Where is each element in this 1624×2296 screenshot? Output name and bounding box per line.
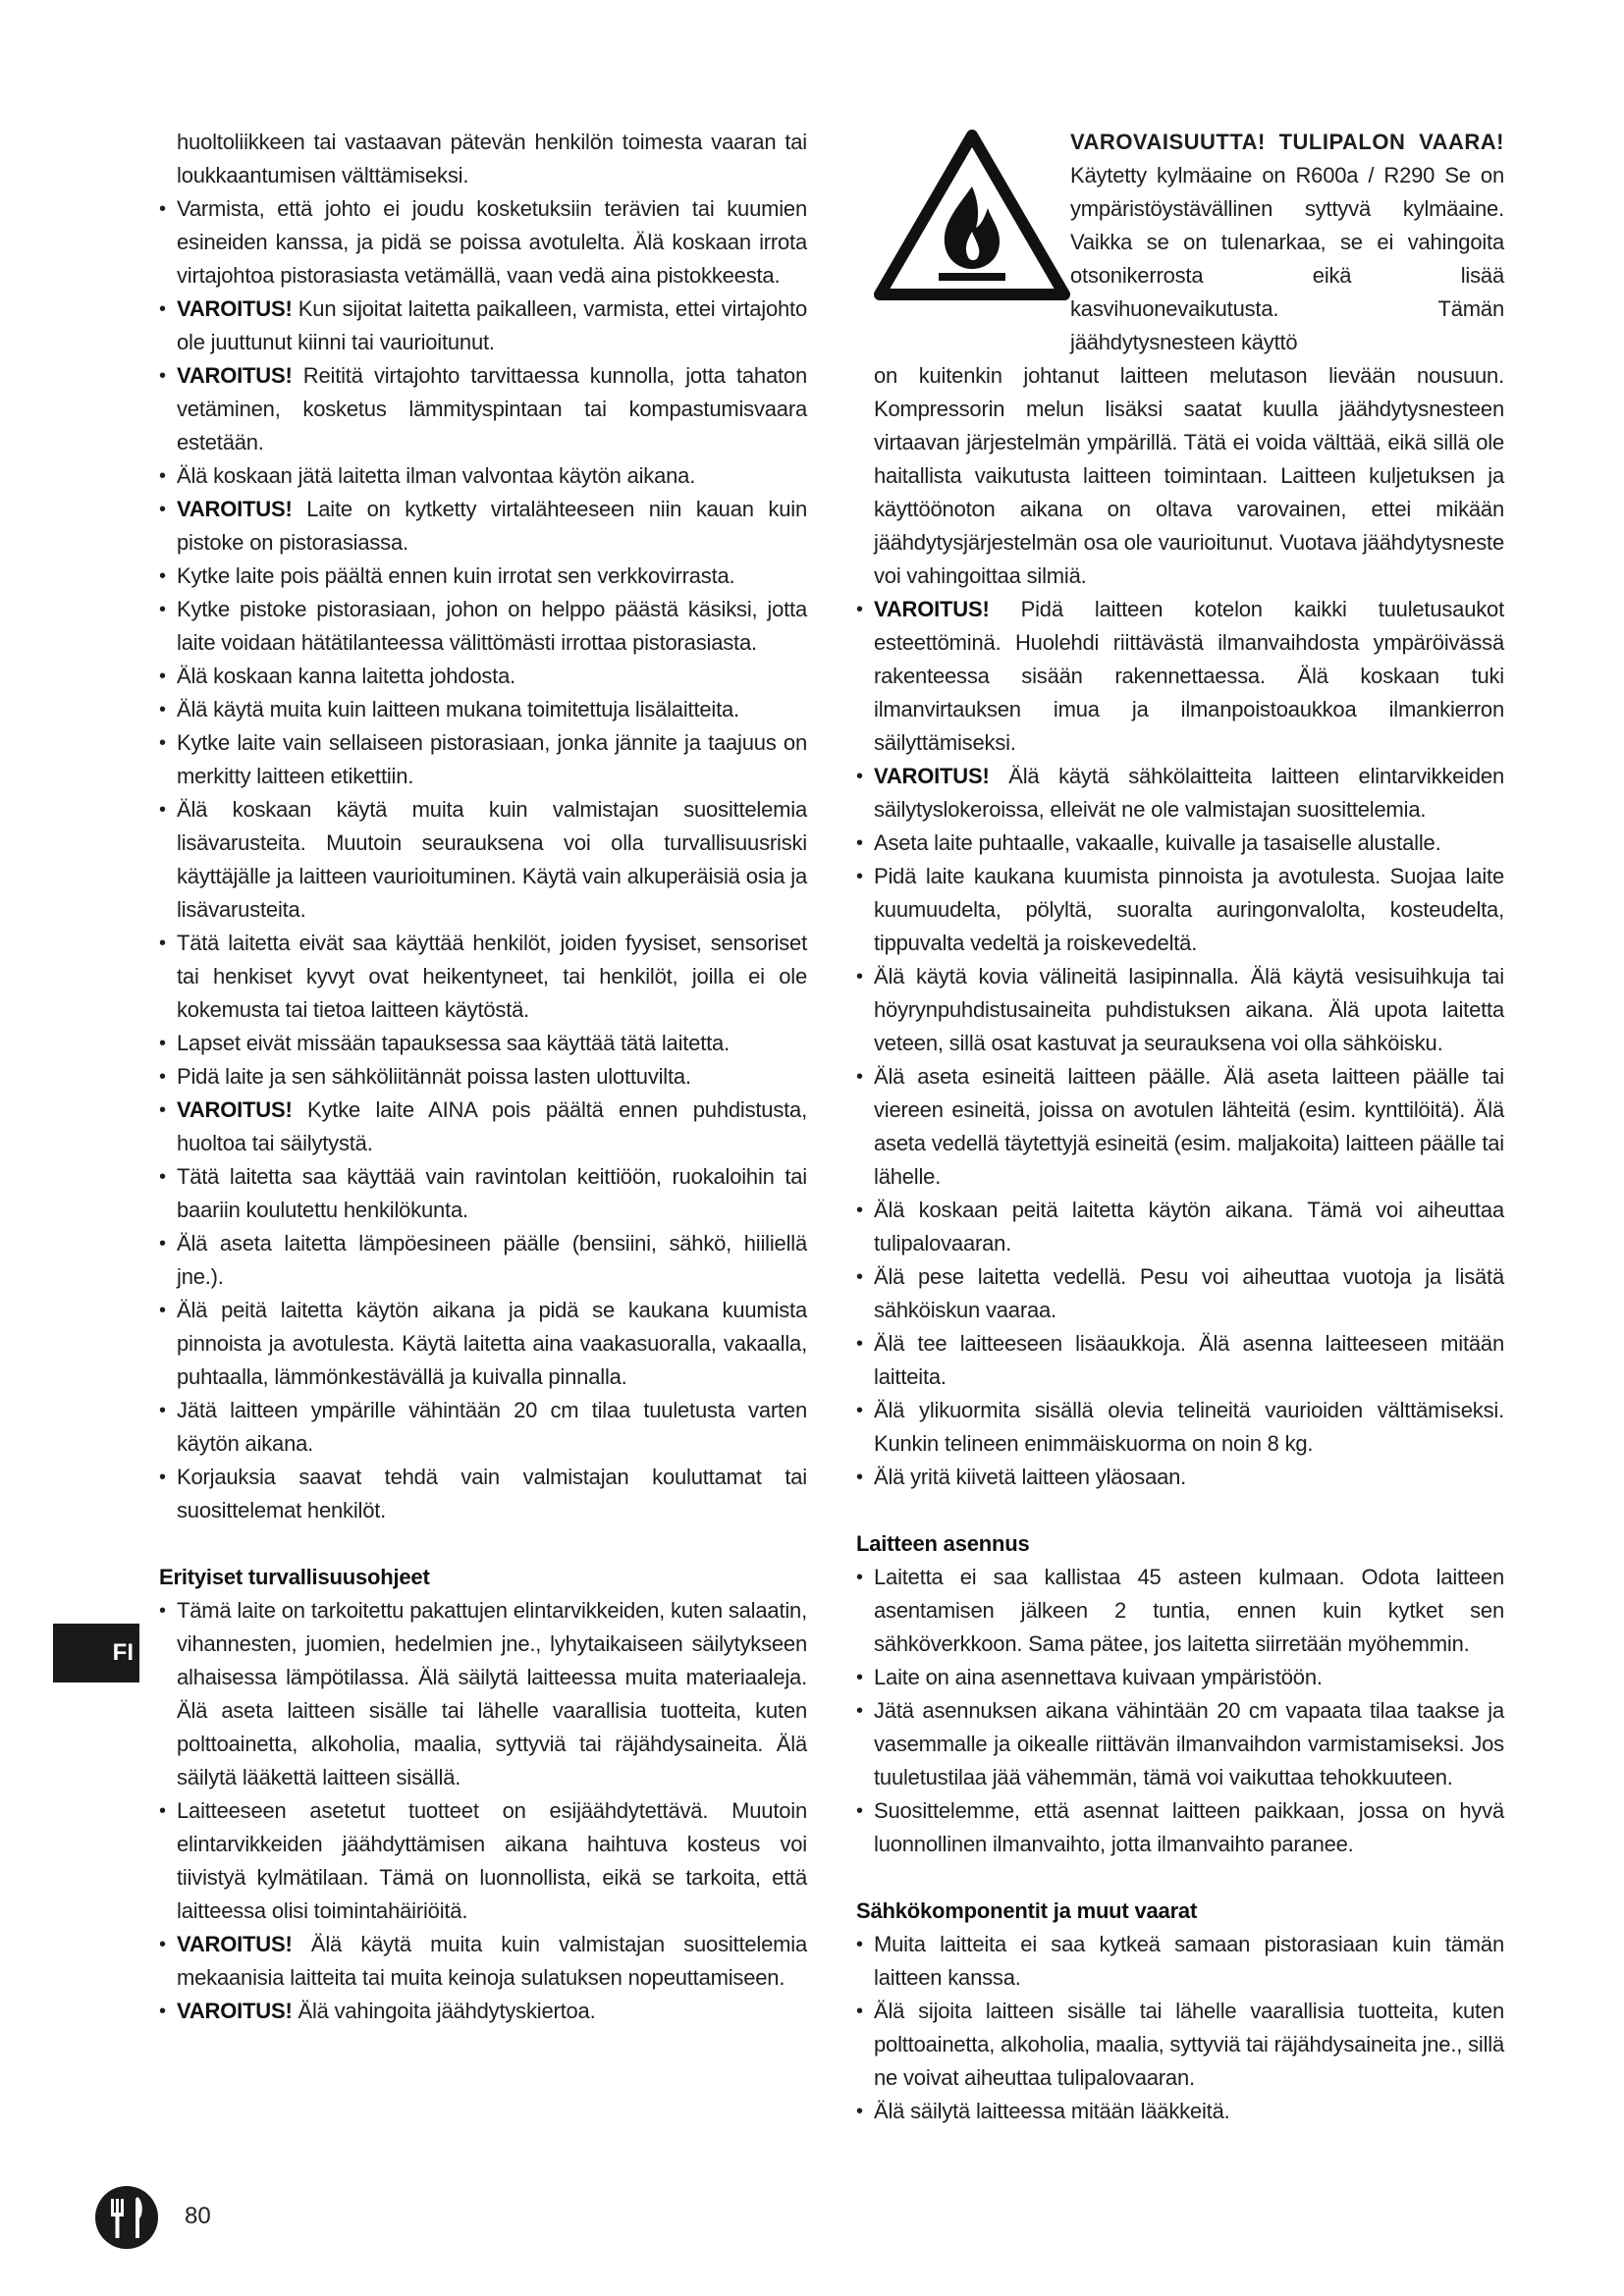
list-item-text: Laitteeseen asetetut tuotteet on esijäähdytettävä. Muutoin elintarvikkeiden jäähdyttämisen aikana haihtuva kosteus voi tiivistyä kylmätilaan. Tämä on luonnollista, eikä se tarkoita, että laitteessa olisi toimintahäiriöitä. <box>177 1798 807 1923</box>
list-item-text: Älä käytä muita kuin laitteen mukana toimitettuja lisälaitteita. <box>177 697 739 721</box>
list-item-text: Älä pese laitetta vedellä. Pesu voi aiheuttaa vuotoja ja lisätä sähköiskun vaaraa. <box>874 1264 1504 1322</box>
list-item <box>159 560 807 593</box>
list-item <box>159 1027 807 1060</box>
list-item-text: Tämä laite on tarkoitettu pakattujen elintarvikkeiden, kuten salaatin, vihannesten, juomien, hedelmien jne., lyhytaikaiseen säilytykseen alhaisessa lämpötilassa. Älä säilytä laitteessa muita materiaaleja. Älä aseta laitteen sisälle tai lähelle vaarallisia tuotteita, kuten polttoainetta, alkoholia, maalia, syttyviä tai räjähdysaineita. Älä säilytä lääkettä laitteen sisällä. <box>177 1598 807 1789</box>
safety-list <box>159 192 807 1527</box>
list-item <box>159 1094 807 1160</box>
list-item-text: Älä säilytä laitteessa mitään lääkkeitä. <box>874 2099 1230 2123</box>
list-item <box>159 359 807 459</box>
list-item-text: Älä aseta esineitä laitteen päälle. Älä aseta laitteen päälle tai viereen esineitä, joissa on avotulen lähteitä (esim. kynttilöitä). Älä aseta vedellä täytettyjä esineitä (esim. maljakoita) laitteen päälle tai lähelle. <box>874 1064 1504 1189</box>
list-item-text: Suosittelemme, että asennat laitteen paikkaan, jossa on hyvä luonnollinen ilmanvaihto, jotta ilmanvaihto paranee. <box>874 1798 1504 1856</box>
list-item-text: Varmista, että johto ei joudu kosketuksiin terävien tai kuumien esineiden kanssa, ja pidä se poissa avotulelta. Älä koskaan irrota virtajohtoa pistorasiasta vetämällä, vaan vedä aina pistokkeesta. <box>177 196 807 288</box>
list-item-text: Jätä asennuksen aikana vähintään 20 cm vapaata tilaa taakse ja vasemmalle ja oikealle riittävän ilmanvaihdon varmistamiseksi. Jos tuuletustilaa jää vähemmän, tämä voi vaikuttaa tehokkuuteen. <box>874 1698 1504 1789</box>
list-item-text: Älä koskaan kanna laitetta johdosta. <box>177 664 516 688</box>
list-item <box>856 827 1504 860</box>
list-item <box>159 1227 807 1294</box>
fire-warning-text-cont: on kuitenkin johtanut laitteen melutason lievään nousuun. Kompressorin melun lisäksi saatat kuulla jäähdytysnesteen virtaavan järjestelmän ympärillä. Tätä ei voida välttää, eikä sillä ole haitallista vaikutusta laitteen toimintaan. Laitteen kuljetuksen ja käyttöönoton aikana on oltava varovainen, ettei mikään jäähdytysjärjestelmän osa ole vaurioitunut. Vuotava jäähdytysneste voi vahingoittaa silmiä. <box>874 363 1504 588</box>
list-item-text: Pidä laite kaukana kuumista pinnoista ja avotulesta. Suojaa laite kuumuudelta, pölyltä, suoralta auringonvalolta, kosteudelta, tippuvalta vedeltä ja roiskevedeltä. <box>874 864 1504 955</box>
list-item-text: Älä käytä kovia välineitä lasipinnalla. Älä käytä vesisuihkuja tai höyrynpuhdistusaineita puhdistuksen aikana. Älä upota laitetta veteen, sillä osat kastuvat ja seurauksena voi olla sähköisku. <box>874 964 1504 1055</box>
list-item <box>856 860 1504 960</box>
page-number: 80 <box>185 2203 211 2229</box>
list-item <box>856 1928 1504 1995</box>
list-item-text: Älä aseta laitetta lämpöesineen päälle (bensiini, sähkö, hiiliellä jne.). <box>177 1231 807 1289</box>
list-item-text: Älä sijoita laitteen sisälle tai lähelle vaarallisia tuotteita, kuten polttoainetta, alkoholia, maalia, syttyviä tai räjähdysaineita jne., sillä ne voivat aiheuttaa tulipalovaaran. <box>874 1999 1504 2090</box>
fire-warning-title: VAROVAISUUTTA! TULIPALON VAARA! <box>1070 130 1504 154</box>
list-item <box>856 593 1504 760</box>
warning-label: VAROITUS! <box>177 1999 293 2023</box>
list-item-text: Kytke laite vain sellaiseen pistorasiaan, jonka jännite ja taajuus on merkitty laitteen etikettiin. <box>177 730 807 788</box>
list-item <box>159 1928 807 1995</box>
list-item-text: Älä peitä laitetta käytön aikana ja pidä se kaukana kuumista pinnoista ja avotulesta. Käytä laitetta aina vaakasuoralla, vakaalla, puhtaalla, lämmönkestävällä ja kuivalla pinnalla. <box>177 1298 807 1389</box>
list-item-text: Laitetta ei saa kallistaa 45 asteen kulmaan. Odota laitteen asentamisen jälkeen 2 tuntia, ennen kuin kytket sen sähköverkkoon. Sama pätee, jos laitetta siirretään myöhemmin. <box>874 1565 1504 1656</box>
intro-paragraph: huoltoliikkeen tai vastaavan pätevän henkilön toimesta vaaran tai loukkaantumisen välttämiseksi. <box>177 130 807 187</box>
appliance-safety-list <box>856 593 1504 1494</box>
list-item <box>159 1394 807 1461</box>
list-item <box>159 192 807 293</box>
list-item-text: Tätä laitetta saa käyttää vain ravintolan keittiöön, ruokaloihin tai baariin koulutettu henkilökunta. <box>177 1164 807 1222</box>
section-title-electric: Sähkökomponentit ja muut vaarat <box>856 1898 1198 1923</box>
right-column <box>856 126 1504 2128</box>
list-item-text: Jätä laitteen ympärille vähintään 20 cm tilaa tuuletusta varten käytön aikana. <box>177 1398 807 1456</box>
list-item <box>856 960 1504 1060</box>
warning-label: VAROITUS! <box>177 296 293 321</box>
list-item-text: Muita laitteita ei saa kytkeä samaan pistorasiaan kuin tämän laitteen kanssa. <box>874 1932 1504 1990</box>
list-item <box>856 1260 1504 1327</box>
warning-label: VAROITUS! <box>874 764 990 788</box>
list-item-text: Älä yritä kiivetä laitteen yläosaan. <box>874 1465 1187 1489</box>
list-item-text: Laite on aina asennettava kuivaan ympäristöön. <box>874 1665 1323 1689</box>
list-item <box>159 1995 807 2028</box>
list-item <box>159 693 807 726</box>
list-item-text: Aseta laite puhtaalle, vakaalle, kuivalle ja tasaiselle alustalle. <box>874 830 1441 855</box>
list-item <box>159 1160 807 1227</box>
section-title-installation: Laitteen asennus <box>856 1531 1030 1556</box>
list-item <box>856 2095 1504 2128</box>
list-item <box>159 927 807 1027</box>
list-item <box>856 1995 1504 2095</box>
list-item <box>159 660 807 693</box>
list-item <box>159 493 807 560</box>
list-item <box>159 459 807 493</box>
list-item <box>159 793 807 927</box>
list-item-text: Älä koskaan käytä muita kuin valmistajan suosittelemia lisävarusteita. Muutoin seurauksena voi olla turvallisuusriski käyttäjälle ja laitteen vaurioituminen. Käytä vain alkuperäisiä osia ja lisävarusteita. <box>177 797 807 922</box>
list-item-text: Pidä laite ja sen sähköliitännät poissa lasten ulottuvilta. <box>177 1064 691 1089</box>
list-item <box>856 1194 1504 1260</box>
list-item <box>856 1694 1504 1794</box>
list-item-text: Älä käytä sähkölaitteita laitteen elintarvikkeiden säilytyslokeroissa, elleivät ne ole valmistajan suosittelemia. <box>874 764 1504 822</box>
list-item-text: Korjauksia saavat tehdä vain valmistajan kouluttamat tai suosittelemat henkilöt. <box>177 1465 807 1522</box>
list-item <box>856 1561 1504 1661</box>
list-item-text: Älä käytä muita kuin valmistajan suosittelemia mekaanisia laitteita tai muita keinoja sulatuksen nopeuttamiseen. <box>177 1932 807 1990</box>
list-item <box>159 1294 807 1394</box>
cutlery-icon <box>94 2185 159 2250</box>
list-item-text: Kytke laite AINA pois päältä ennen puhdistusta, huoltoa tai säilytystä. <box>177 1097 807 1155</box>
list-item-text: Älä koskaan jätä laitetta ilman valvontaa käytön aikana. <box>177 463 696 488</box>
list-item <box>159 593 807 660</box>
fire-warning-text-head: Käytetty kylmäaine on R600a / R290 Se on ympäristöystävällinen syttyvä kylmäaine. Vaikka se on tulenarkaa, se ei vahingoita otsonikerrosta eikä lisää kasvihuonevaikutusta. Tämän jäähdytysnesteen käyttö <box>1070 163 1504 354</box>
warning-label: VAROITUS! <box>177 363 293 388</box>
left-column <box>159 126 807 2028</box>
list-item-text: Pidä laitteen kotelon kaikki tuuletusaukot esteettöminä. Huolehdi riittävästä ilmanvaihdosta ympäröivässä rakenteessa sisään rakennettaessa. Älä koskaan tuki ilmanvirtauksen imua ja ilmanpoistoaukkoa ilmankierron säilyttämiseksi. <box>874 597 1504 755</box>
list-item <box>856 760 1504 827</box>
list-item-text: Älä ylikuormita sisällä olevia telineitä vaurioiden välttämiseksi. Kunkin telineen enimmäiskuorma on noin 8 kg. <box>874 1398 1504 1456</box>
list-item-text: Lapset eivät missään tapauksessa saa käyttää tätä laitetta. <box>177 1031 730 1055</box>
warning-label: VAROITUS! <box>874 597 990 621</box>
list-item-text: Laite on kytketty virtalähteeseen niin kauan kuin pistoke on pistorasiassa. <box>177 497 807 555</box>
list-item <box>856 1661 1504 1694</box>
list-item <box>159 726 807 793</box>
warning-label: VAROITUS! <box>177 1097 293 1122</box>
list-item-text: Kytke pistoke pistorasiaan, johon on helppo päästä käsiksi, jotta laite voidaan hätätilanteessa välittömästi irrottaa pistorasiasta. <box>177 597 807 655</box>
list-item-text: Tätä laitetta eivät saa käyttää henkilöt, joiden fyysiset, sensoriset tai henkiset kyvyt ovat heikentyneet, tai henkilöt, joilla ei ole kokemusta tai tietoa laitteen käytöstä. <box>177 931 807 1022</box>
list-item-text: Älä vahingoita jäähdytyskiertoa. <box>292 1999 596 2023</box>
list-item-text: Kun sijoitat laitetta paikalleen, varmista, ettei virtajohto ole juuttunut kiinni tai vaurioitunut. <box>177 296 807 354</box>
list-item-text: Reititä virtajohto tarvittaessa kunnolla, jotta tahaton vetäminen, kosketus lämmityspintaan tai kompastumisvaara estetään. <box>177 363 807 454</box>
list-item <box>856 1327 1504 1394</box>
fire-warning-block <box>856 126 1504 593</box>
list-item <box>159 1594 807 1794</box>
installation-list <box>856 1561 1504 1861</box>
flammable-warning-icon <box>874 130 1070 300</box>
list-item <box>856 1794 1504 1861</box>
list-item <box>159 1461 807 1527</box>
list-item <box>856 1394 1504 1461</box>
list-item-text: Älä koskaan peitä laitetta käytön aikana. Tämä voi aiheuttaa tulipalovaaran. <box>874 1198 1504 1255</box>
electric-hazards-list <box>856 1928 1504 2128</box>
special-safety-list <box>159 1594 807 2028</box>
warning-label: VAROITUS! <box>177 1932 293 1956</box>
section-title-special: Erityiset turvallisuusohjeet <box>159 1565 430 1589</box>
list-item <box>856 1461 1504 1494</box>
language-tab: FI <box>53 1624 139 1682</box>
warning-label: VAROITUS! <box>177 497 293 521</box>
list-item <box>159 1060 807 1094</box>
list-item-text: Älä tee laitteeseen lisäaukkoja. Älä asenna laitteeseen mitään laitteita. <box>874 1331 1504 1389</box>
list-item <box>856 1060 1504 1194</box>
list-item-text: Kytke laite pois päältä ennen kuin irrotat sen verkkovirrasta. <box>177 563 735 588</box>
list-item <box>159 293 807 359</box>
list-item <box>159 1794 807 1928</box>
